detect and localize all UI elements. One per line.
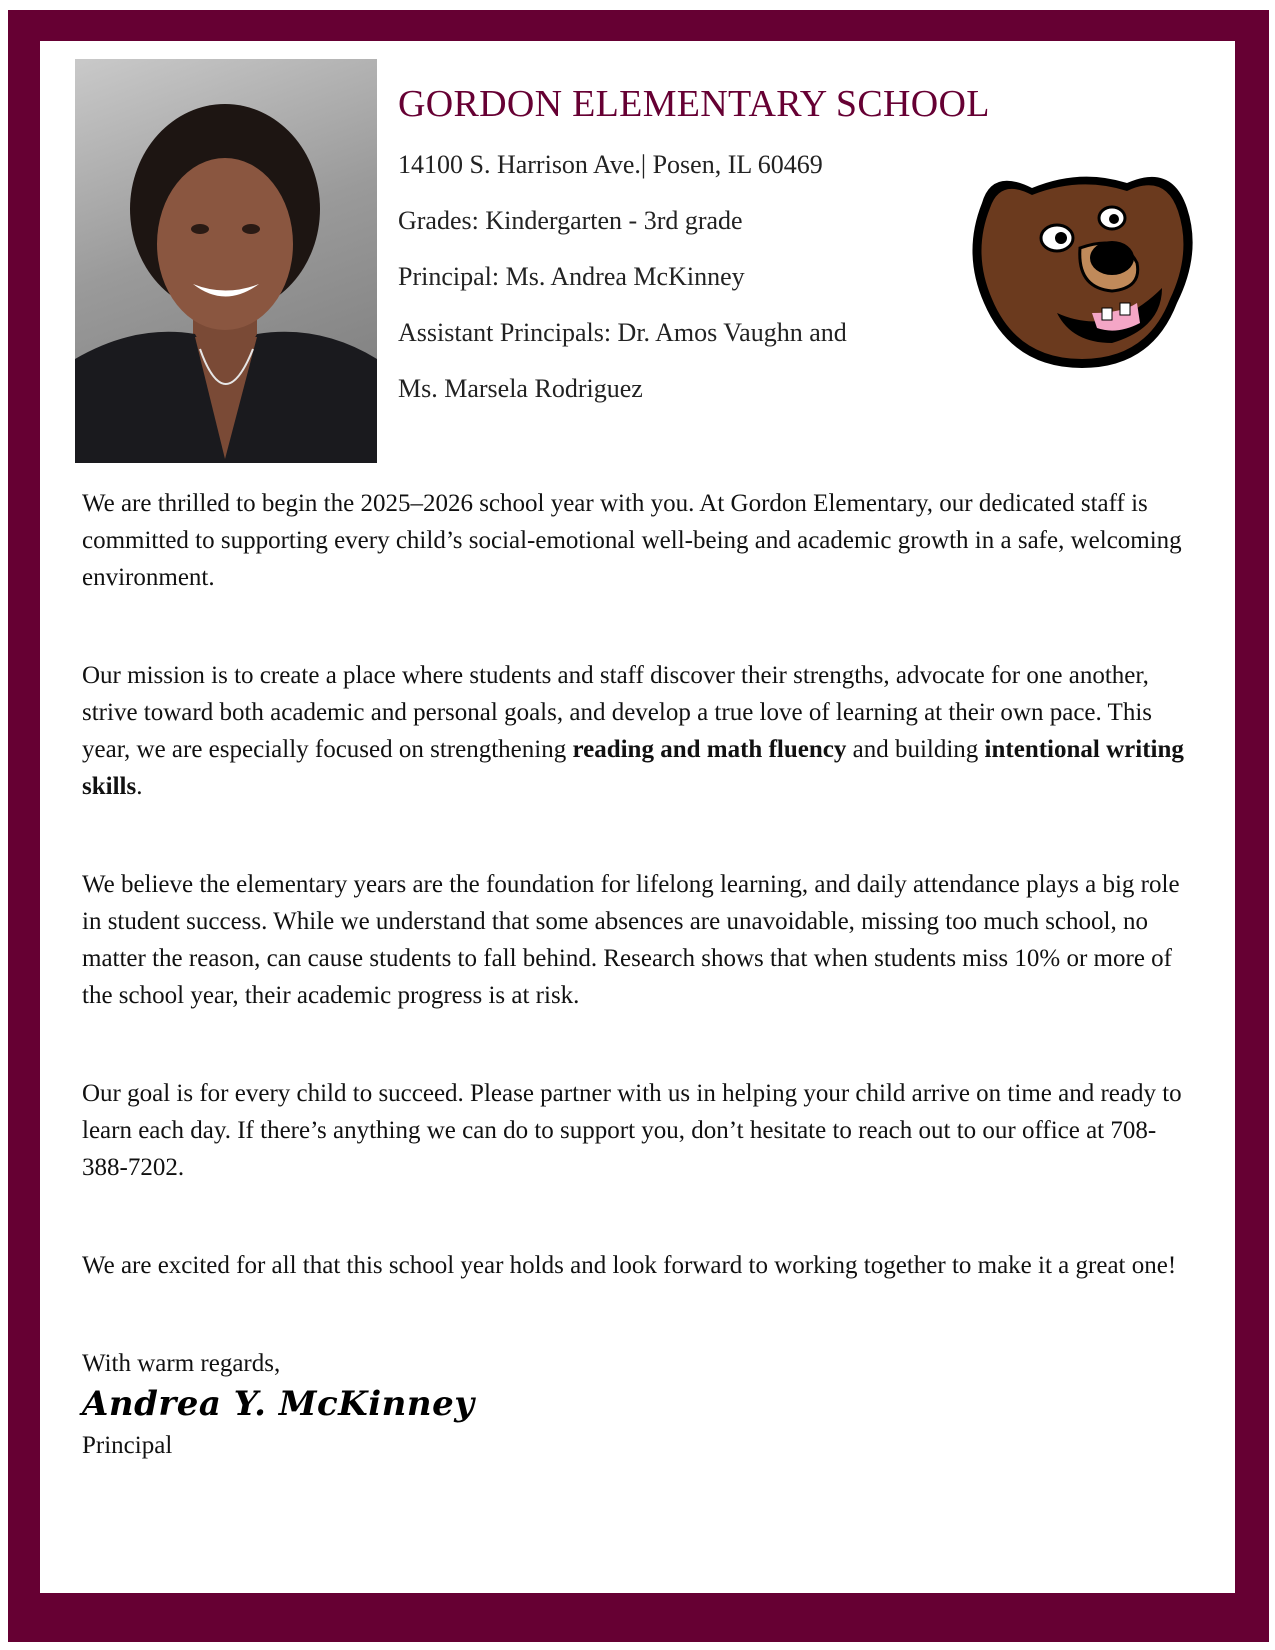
- signer-title: Principal: [82, 1432, 173, 1459]
- paragraph-mission: [82, 657, 1197, 805]
- emphasis-reading-math: reading and math fluency: [572, 736, 847, 763]
- mission-text-1: Our mission is to create a place where students and staff discover their strengths, advocate for one another, strive toward both academic and personal goals, and develop a true love of learning at their own pace. This year, we are especially focused on strengthening: [82, 662, 1153, 763]
- signature: Andrea Y. McKinney: [82, 1384, 475, 1424]
- principal-line: Principal: Ms. Andrea McKinney: [398, 262, 745, 291]
- paragraph-goal: Our goal is for every child to succeed. Please partner with us in helping your child arrive on time and ready to learn each day. If there’s anything we can do to support you, don’t hesitate to reach out to our office at 708-388-7202.: [82, 1080, 1182, 1181]
- assistant-principals-line-2: Ms. Marsela Rodriguez: [398, 374, 643, 403]
- school-name: GORDON ELEMENTARY SCHOOL: [398, 83, 990, 125]
- paragraph-attendance: We believe the elementary years are the foundation for lifelong learning, and daily attendance plays a big role in student success. While we understand that some absences are unavoidable, missing too much school, no matter the reason, can cause students to fall behind. Research shows that when students miss 10% or more of the school year, their academic progress is at risk.: [82, 871, 1180, 1009]
- paragraph-welcome: We are thrilled to begin the 2025–2026 school year with you. At Gordon Elementary, our dedicated staff is committed to supporting every child’s social-emotional well-being and academic growth in a safe, welcoming environment.: [82, 490, 1182, 591]
- school-address: 14100 S. Harrison Ave.| Posen, IL 60469: [398, 150, 823, 179]
- bear-mascot-icon: [962, 163, 1198, 373]
- paragraph-excited: We are excited for all that this school year holds and look forward to working together to make it a great one!: [82, 1252, 1177, 1279]
- school-header: [398, 82, 990, 430]
- assistant-principals-line-1: Assistant Principals: Dr. Amos Vaughn and: [398, 318, 847, 347]
- grades-line: Grades: Kindergarten - 3rd grade: [398, 206, 743, 235]
- mission-text-2: and building: [846, 736, 985, 763]
- emphasis-writing: intentional writing skills: [82, 736, 1184, 800]
- closing-line: With warm regards,: [82, 1350, 281, 1377]
- principal-photo: [75, 59, 377, 463]
- letter-body: [82, 485, 1197, 1464]
- mission-text-3: .: [136, 773, 143, 800]
